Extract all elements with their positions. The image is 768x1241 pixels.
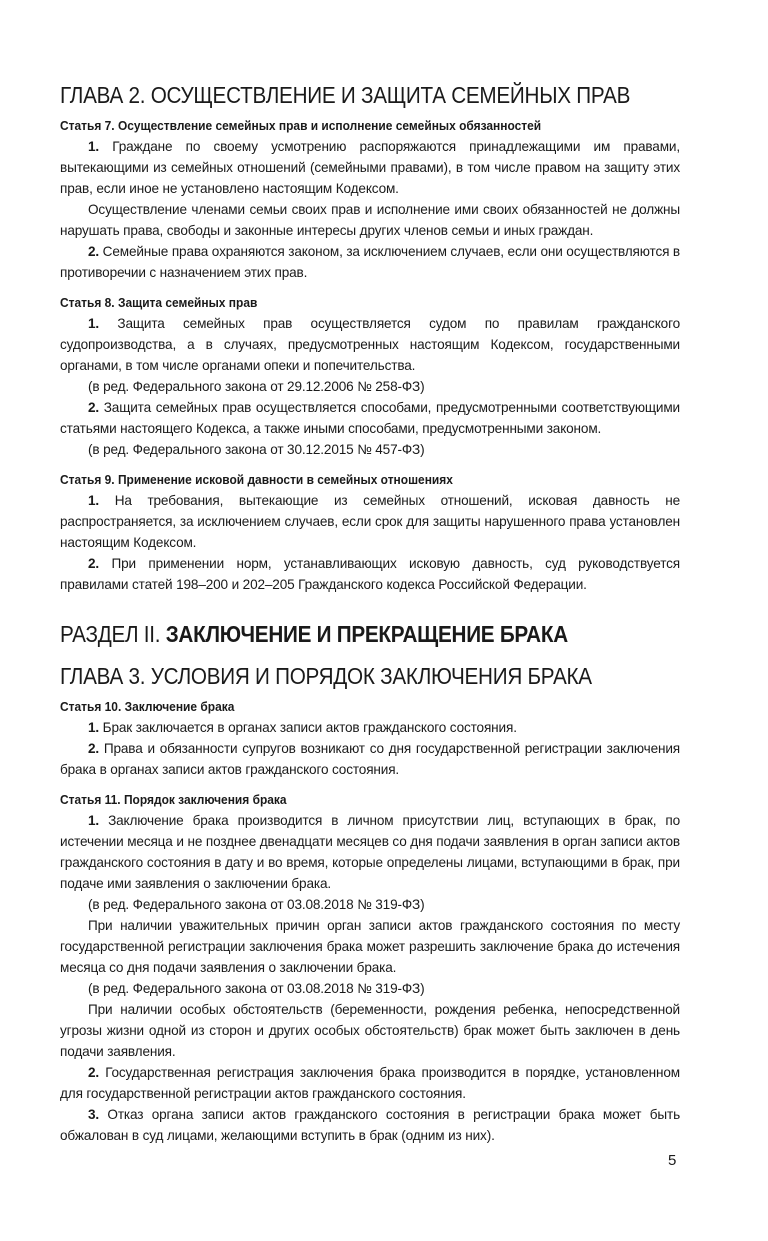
paragraph: 2. Семейные права охраняются законом, за исключением случаев, если они осуществляются в противоречии с назначением этих прав.: [60, 244, 680, 280]
paragraph: 2. Государственная регистрация заключения брака производится в порядке, установленном для государственной регистрации актов гражданского состояния.: [60, 1065, 680, 1101]
paragraph: Осуществление членами семьи своих прав и исполнение ими своих обязанностей не должны нарушать права, свободы и законные интересы других членов семьи и иных граждан.: [60, 202, 680, 238]
page-content: [60, 78, 680, 1146]
section-2-title: РАЗДЕЛ II. ЗАКЛЮЧЕНИЕ И ПРЕКРАЩЕНИЕ БРАКА: [60, 621, 568, 647]
article-7: [60, 116, 680, 283]
article-title: Статья 10. Заключение брака: [60, 699, 235, 714]
paragraph: 2. Права и обязанности супругов возникают со дня государственной регистрации заключения брака в органах записи актов гражданского состояния.: [60, 741, 680, 777]
paragraph: 2. При применении норм, устанавливающих исковую давность, суд руководствуется правилами статей 198–200 и 202–205 Гражданского кодекса Российской Федерации.: [60, 556, 680, 592]
article-8: [60, 293, 680, 460]
paragraph: 1. На требования, вытекающие из семейных отношений, исковая давность не распространяется, за исключением случаев, если срок для защиты нарушенного права установлен настоящим Кодексом.: [60, 493, 680, 550]
amendment-note: (в ред. Федерального закона от 30.12.2015 № 457-ФЗ): [88, 442, 425, 457]
chapter-2-title: ГЛАВА 2. ОСУЩЕСТВЛЕНИЕ И ЗАЩИТА СЕМЕЙНЫХ ПРАВ: [60, 82, 631, 108]
amendment-note: (в ред. Федерального закона от 29.12.2006 № 258-ФЗ): [88, 379, 425, 394]
paragraph: При наличии особых обстоятельств (беременности, рождения ребенка, непосредственной угрозы жизни одной из сторон и других особых обстоятельств) брак может быть заключен в день подачи заявления.: [60, 1002, 680, 1059]
article-title: Статья 8. Защита семейных прав: [60, 295, 258, 310]
paragraph: 1. Брак заключается в органах записи актов гражданского состояния.: [88, 720, 517, 735]
amendment-note: (в ред. Федерального закона от 03.08.2018 № 319-ФЗ): [88, 897, 425, 912]
paragraph: При наличии уважительных причин орган записи актов гражданского состояния по месту государственной регистрации заключения брака может разрешить заключение брака до истечения месяца со дня подачи заявления о заключении брака.: [60, 918, 680, 975]
paragraph: 3. Отказ органа записи актов гражданского состояния в регистрации брака может быть обжалован в суд лицами, желающими вступить в брак (одним из них).: [60, 1107, 680, 1143]
paragraph: 1. Защита семейных прав осуществляется судом по правилам гражданского судопроизводства, а в случаях, предусмотренных настоящим Кодексом, государственными органами, в том числе органами опеки и попечительства.: [60, 316, 680, 373]
paragraph: 1. Заключение брака производится в личном присутствии лиц, вступающих в брак, по истечении месяца и не позднее двенадцати месяцев со дня подачи заявления в орган записи актов гражданского состояния в дату и во время, которые определены лицами, вступающими в брак, при подаче ими заявления о заключении брака.: [60, 813, 680, 891]
paragraph: 2. Защита семейных прав осуществляется способами, предусмотренными соответствующими статьями настоящего Кодекса, а также иными способами, предусмотренными законом.: [60, 400, 680, 436]
article-title: Статья 7. Осуществление семейных прав и исполнение семейных обязанностей: [60, 118, 542, 133]
paragraph: 1. Граждане по своему усмотрению распоряжаются принадлежащими им правами, вытекающими из семейных отношений (семейными правами), в том числе правом на защиту этих прав, если иное не установлено настоящим Кодексом.: [60, 139, 680, 196]
page-number: 5: [668, 1152, 677, 1169]
article-title: Статья 9. Применение исковой давности в семейных отношениях: [60, 472, 453, 487]
article-10: [60, 697, 680, 780]
article-11: [60, 790, 680, 1146]
article-9: [60, 470, 680, 595]
article-title: Статья 11. Порядок заключения брака: [60, 792, 287, 807]
chapter-3-title: ГЛАВА 3. УСЛОВИЯ И ПОРЯДОК ЗАКЛЮЧЕНИЯ БРАКА: [60, 663, 592, 689]
amendment-note: (в ред. Федерального закона от 03.08.2018 № 319-ФЗ): [88, 981, 425, 996]
